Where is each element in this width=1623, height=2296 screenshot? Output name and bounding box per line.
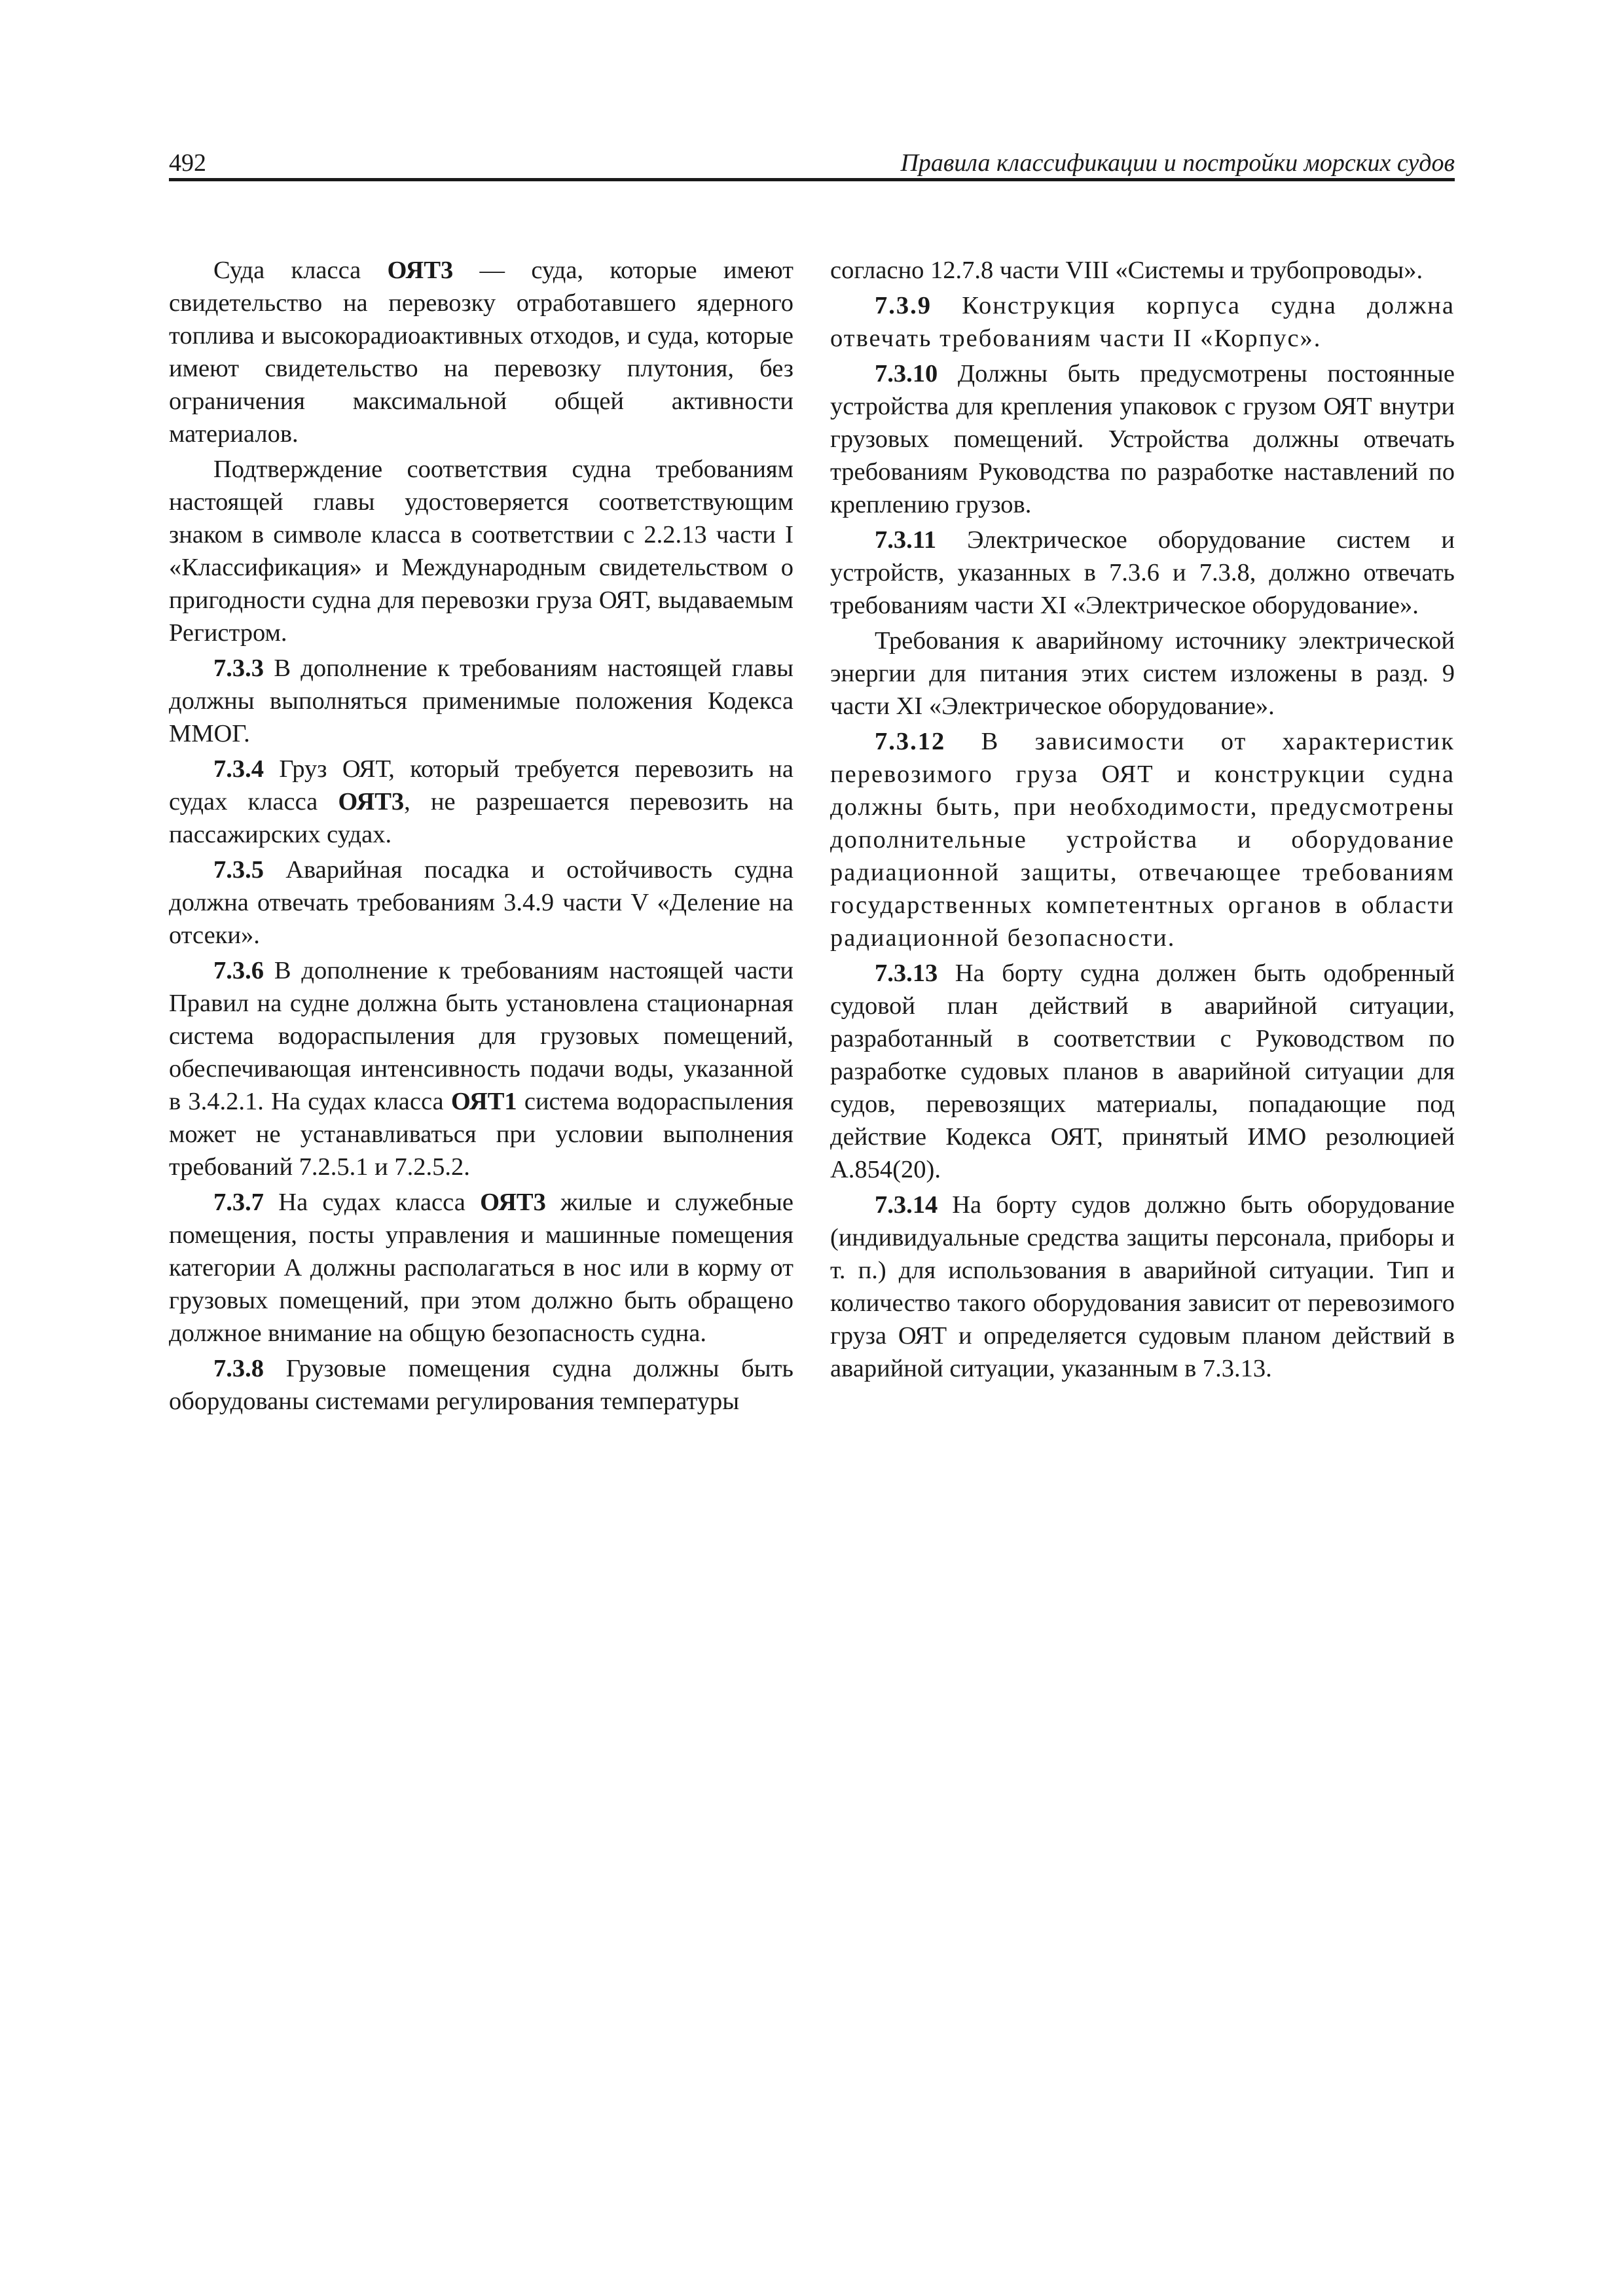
paragraph [830, 357, 1455, 521]
paragraph [830, 1189, 1455, 1385]
paragraph [169, 753, 793, 851]
paragraph-text: — суда, которые имеют свидетельство на перевозку отработавшего ядерного топлива и высокорадиоактивных отходов, и суда, которые имеют свидетельство на перевозку плутония, без ограничения максимальной общей активности материалов. [169, 257, 793, 448]
paragraph-text: Подтверждение соответствия судна требованиям настоящей главы удостоверяется соответствующим знаком в символе класса в соответствии с 2.2.13 части I «Классификация» и Международным свидетельством о пригодности судна для перевозки груза ОЯТ, выдаваемым Регистром. [169, 456, 793, 647]
paragraph-text: Конструкция корпуса судна должна отвечать требованиям части II «Корпус». [830, 292, 1455, 352]
paragraph-text: Требования к аварийному источнику электрической энергии для питания этих систем изложены в разд. 9 части XI «Электрическое оборудование». [830, 627, 1455, 720]
paragraph-text: В дополнение к требованиям настоящей главы должны выполняться применимые положения Кодекса ММОГ. [169, 655, 793, 747]
paragraph [169, 1186, 793, 1350]
paragraph-text: На борту судов должно быть оборудование (индивидуальные средства защиты персонала, приборы и т. п.) для использования в аварийной ситуации. Тип и количество такого оборудования зависит от перевозимого груза ОЯТ и определяется судовым планом действий в аварийной ситуации, указанным в 7.3.13. [830, 1191, 1455, 1382]
paragraph [830, 524, 1455, 622]
left-column [169, 254, 793, 1420]
paragraph [830, 957, 1455, 1186]
paragraph-text: согласно 12.7.8 части VIII «Системы и трубопроводы». [830, 257, 1423, 284]
page-number: 492 [169, 149, 206, 177]
section-number: 7.3.6 [213, 957, 264, 984]
paragraph [830, 254, 1455, 287]
right-column [830, 254, 1455, 1388]
section-number: 7.3.7 [213, 1189, 264, 1216]
running-title: Правила классификации и постройки морских судов [900, 149, 1455, 177]
section-number: 7.3.4 [213, 755, 264, 783]
paragraph-text: Электрическое оборудование систем и устройств, указанных в 7.3.6 и 7.3.8, должно отвечать требованиям части XI «Электрическое оборудование». [830, 526, 1455, 619]
paragraph-text: Суда класса [213, 257, 388, 284]
paragraph-text: На судах класса [264, 1189, 481, 1216]
paragraph-text: Грузовые помещения судна должны быть оборудованы системами регулирования температуры [169, 1355, 793, 1415]
paragraph-text: Должны быть предусмотрены постоянные устройства для крепления упаковок с грузом ОЯТ внутри грузовых помещений. Устройства должны отвечать требованиям Руководства по разработке наставлений по креплению грузов. [830, 360, 1455, 518]
paragraph [830, 725, 1455, 954]
section-number: 7.3.8 [213, 1355, 264, 1382]
class-notation: ОЯТ3 [338, 788, 405, 816]
class-notation: ОЯТ3 [480, 1189, 546, 1216]
section-number: 7.3.9 [875, 292, 932, 319]
section-number: 7.3.10 [875, 360, 938, 387]
paragraph-text: На борту судна должен быть одобренный судовой план действий в аварийной ситуации, разработанный в соответствии с Руководством по разработке судовых планов в аварийной ситуации для судов, перевозящих материалы, попадающие под действие Кодекса ОЯТ, принятый ИМО резолюцией А.854(20). [830, 960, 1455, 1183]
class-notation: ОЯТ3 [387, 257, 454, 284]
paragraph [169, 453, 793, 649]
paragraph [169, 853, 793, 952]
paragraph [169, 954, 793, 1183]
paragraph [169, 254, 793, 450]
section-number: 7.3.3 [213, 655, 264, 682]
paragraph-text: Аварийная посадка и остойчивость судна должна отвечать требованиям 3.4.9 части V «Деление на отсеки». [169, 856, 793, 949]
paragraph-text: , не разрешается перевозить на пассажирских судах. [169, 788, 793, 848]
paragraph-text: система водораспыления может не устанавливаться при условии выполнения требований 7.2.5.1 и 7.2.5.2. [169, 1088, 793, 1181]
section-number: 7.3.13 [875, 960, 938, 987]
paragraph-text: жилые и служебные помещения, посты управления и машинные помещения категории А должны располагаться в нос или в корму от грузовых помещений, при этом должно быть обращено должное внимание на общую безопасность судна. [169, 1189, 793, 1347]
page-header [169, 145, 1455, 181]
paragraph [169, 1352, 793, 1418]
section-number: 7.3.5 [213, 856, 264, 884]
section-number: 7.3.14 [875, 1191, 938, 1219]
section-number: 7.3.12 [875, 728, 946, 755]
paragraph-text: В зависимости от характеристик перевозимого груза ОЯТ и конструкции судна должны быть, при необходимости, предусмотрены дополнительные устройства и оборудование радиационной защиты, отвечающее требованиям государственных компетентных органов в области радиационной безопасности. [830, 728, 1455, 952]
paragraph-text: Груз ОЯТ, который требуется перевозить на судах класса [169, 755, 793, 816]
paragraph-text: В дополнение к требованиям настоящей части Правил на судне должна быть установлена стационарная система водораспыления для грузовых помещений, обеспечивающая интенсивность подачи воды, указанной в 3.4.2.1. На судах класса [169, 957, 793, 1115]
class-notation: ОЯТ1 [450, 1088, 517, 1115]
paragraph [169, 652, 793, 750]
paragraph [830, 624, 1455, 723]
paragraph [830, 289, 1455, 355]
section-number: 7.3.11 [875, 526, 937, 554]
